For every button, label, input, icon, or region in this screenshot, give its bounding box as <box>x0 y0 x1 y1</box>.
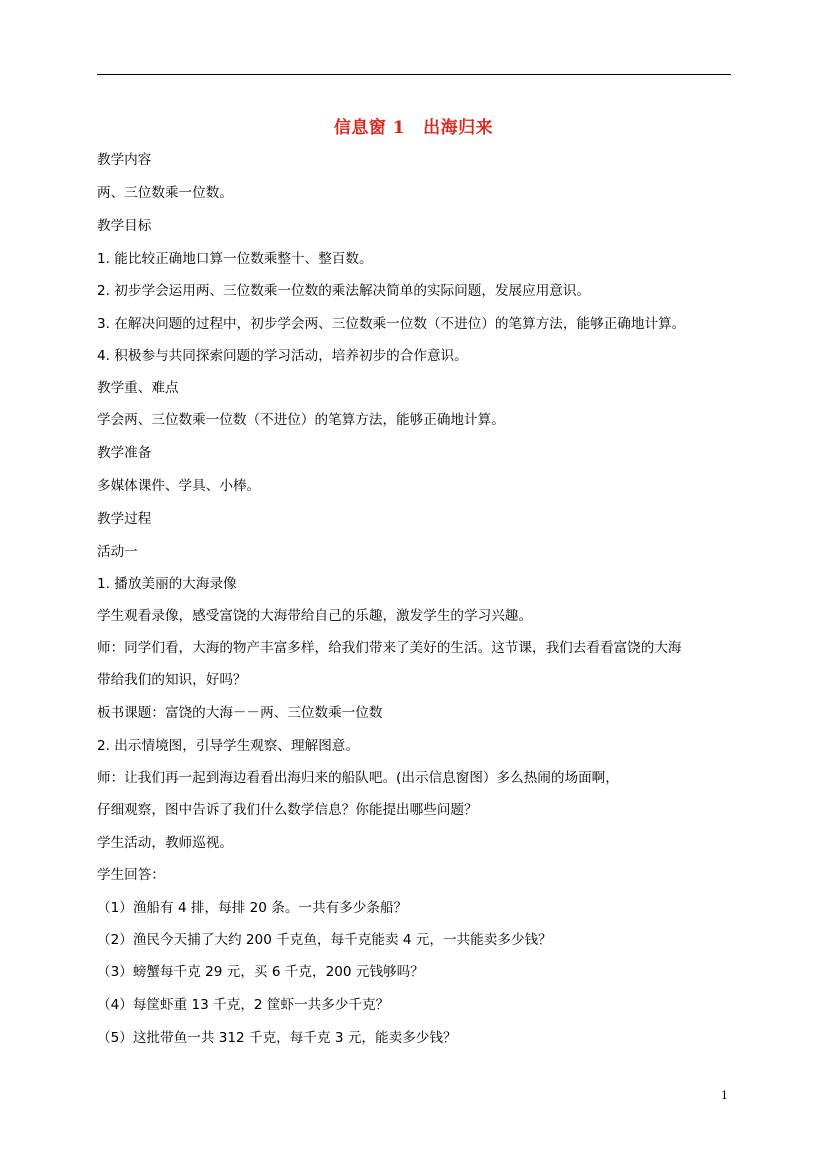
text-line: 板书课题：富饶的大海－－两、三位数乘一位数 <box>97 705 383 721</box>
header-rule <box>97 74 731 75</box>
text-line: 教学内容 <box>97 152 152 168</box>
text-line: 2. 初步学会运用两、三位数乘一位数的乘法解决简单的实际问题，发展应用意识。 <box>97 283 591 299</box>
text-line: （4）每筐虾重 13 千克，2 筐虾一共多少千克？ <box>97 997 390 1013</box>
text-line: （3）螃蟹每千克 29 元，买 6 千克，200 元钱够吗？ <box>97 964 424 980</box>
text-line: 师：同学们看，大海的物产丰富多样，给我们带来了美好的生活。这节课，我们去看看富饶的大海 <box>97 640 682 656</box>
title-part-2: 出海归来 <box>423 118 494 138</box>
text-line: 教学准备 <box>97 445 152 461</box>
text-line: 多媒体课件、学具、小棒。 <box>97 478 261 494</box>
text-line: 两、三位数乘一位数。 <box>97 185 233 201</box>
text-line: 仔细观察，图中告诉了我们什么数学信息？你能提出哪些问题？ <box>97 802 478 818</box>
text-line: （2）渔民今天捕了大约 200 千克鱼，每千克能卖 4 元，一共能卖多少钱？ <box>97 932 552 948</box>
text-line: 1. 播放美丽的大海录像 <box>97 576 237 592</box>
text-line: 教学重、难点 <box>97 380 179 396</box>
text-line: 4. 积极参与共同探索问题的学习活动，培养初步的合作意识。 <box>97 348 468 364</box>
text-line: 学会两、三位数乘一位数（不进位）的笔算方法，能够正确地计算。 <box>97 412 505 428</box>
text-line: 活动一 <box>97 544 138 560</box>
text-line: 学生观看录像，感受富饶的大海带给自己的乐趣，激发学生的学习兴趣。 <box>97 608 532 624</box>
text-line: 教学过程 <box>97 511 152 527</box>
text-line: 师：让我们再一起到海边看看出海归来的船队吧。(出示信息窗图）多么热闹的场面啊， <box>97 770 619 786</box>
title-part-1: 信息窗 1 <box>333 118 406 138</box>
text-line: 学生回答： <box>97 867 165 883</box>
text-line: 学生活动，教师巡视。 <box>97 835 233 851</box>
text-line: 2. 出示情境图，引导学生观察、理解图意。 <box>97 738 359 754</box>
text-line: （5）这批带鱼一共 312 千克，每千克 3 元，能卖多少钱？ <box>97 1030 457 1046</box>
page-number: 1 <box>721 1089 728 1102</box>
text-line: 带给我们的知识，好吗？ <box>97 672 247 688</box>
text-line: （1）渔船有 4 排，每排 20 条。一共有多少条船？ <box>97 900 408 916</box>
text-line: 3. 在解决问题的过程中，初步学会两、三位数乘一位数（不进位）的笔算方法，能够正确地计算。 <box>97 316 686 332</box>
page-title <box>0 113 827 138</box>
text-line: 1. 能比较正确地口算一位数乘整十、整百数。 <box>97 251 373 267</box>
text-line: 教学目标 <box>97 218 152 234</box>
